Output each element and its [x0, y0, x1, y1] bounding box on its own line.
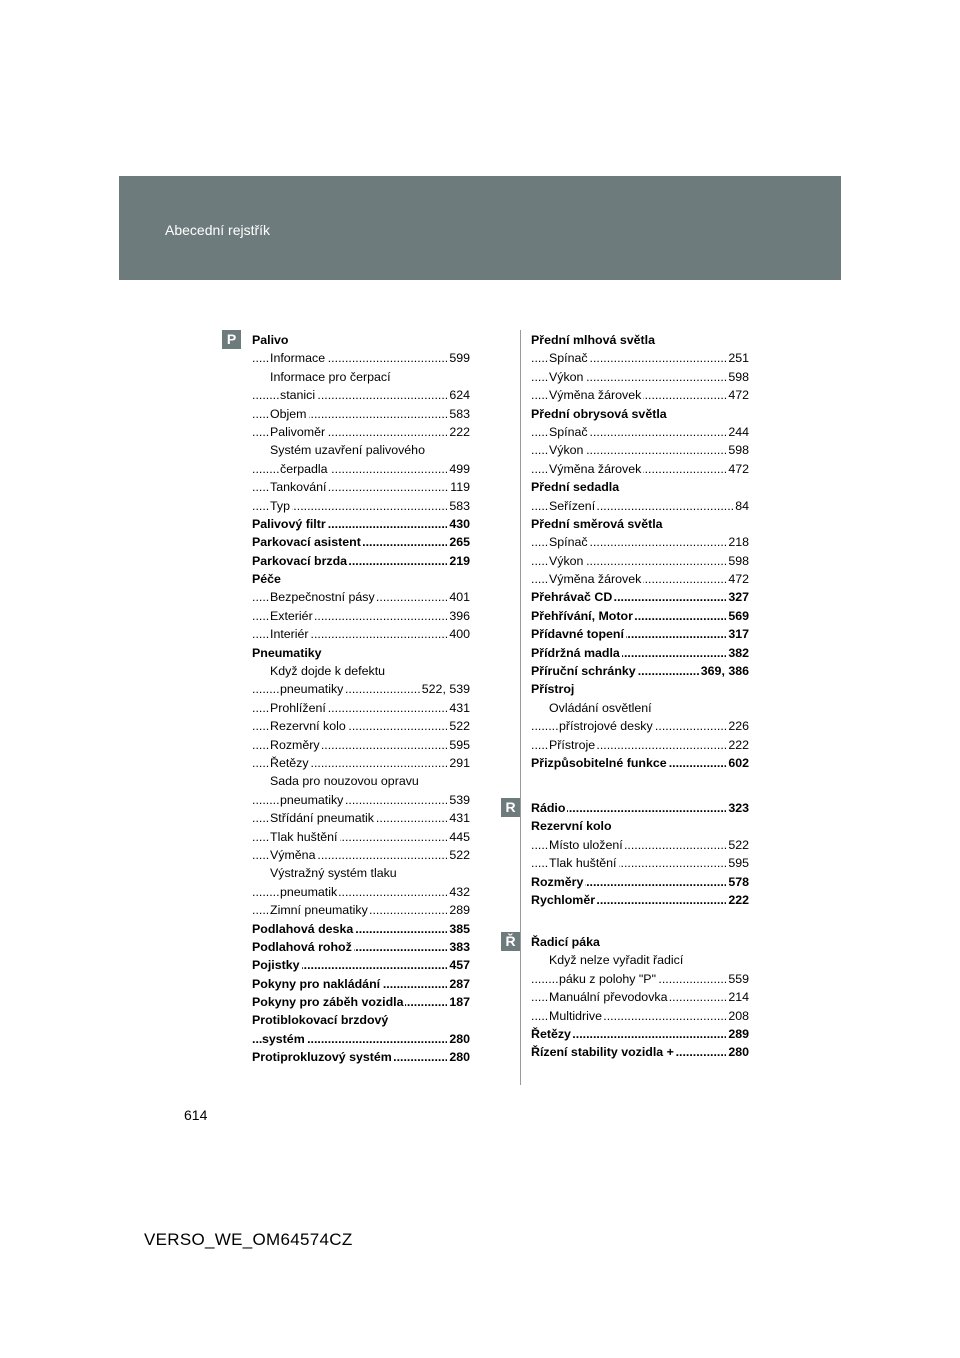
entry-term: Spínač — [549, 423, 590, 441]
entry-term: Tlak huštění — [549, 854, 619, 872]
entry-page: 522 — [726, 836, 749, 854]
entry-term: Spínač — [549, 349, 590, 367]
entry-term: Zimní pneumatiky — [270, 901, 370, 919]
entry-term: Parkovací brzda — [252, 552, 349, 570]
index-entry — [252, 625, 470, 643]
entry-term: Tlak huštění — [270, 828, 340, 846]
entry-term: Rezervní kolo — [531, 817, 614, 835]
entry-term: Interiér — [270, 625, 311, 643]
entry-term: Typ — [270, 497, 292, 515]
index-entry — [531, 588, 749, 606]
index-entry — [252, 717, 470, 735]
index-entry — [252, 460, 470, 478]
entry-term: Palivo — [252, 331, 291, 349]
entry-term: pneumatiky — [280, 791, 345, 809]
entry-page: 369, 386 — [699, 662, 749, 680]
index-entry — [252, 772, 470, 790]
entry-page: 396 — [447, 607, 470, 625]
entry-term: Protiblokovací brzdový — [252, 1011, 390, 1029]
entry-term: Bezpečnostní pásy — [270, 588, 377, 606]
entry-term: Střídání pneumatik — [270, 809, 376, 827]
header-band — [119, 176, 841, 280]
entry-page: 457 — [447, 956, 470, 974]
index-entry — [531, 854, 749, 872]
entry-term: přístrojové desky — [559, 717, 655, 735]
entry-page: 599 — [447, 349, 470, 367]
index-entry — [252, 828, 470, 846]
index-entry — [252, 901, 470, 919]
entry-term: Když dojde k defektu — [270, 662, 387, 680]
entry-term: Řetězy — [270, 754, 311, 772]
entry-term: Pokyny pro záběh vozidla — [252, 993, 405, 1011]
entry-term: Informace — [270, 349, 327, 367]
index-entry — [252, 386, 470, 404]
index-entry — [252, 920, 470, 938]
index-entry — [252, 993, 470, 1011]
entry-term: Informace pro čerpací — [270, 368, 393, 386]
entry-term: Řetězy — [531, 1025, 573, 1043]
index-entry — [531, 891, 749, 909]
index-entry — [252, 1030, 470, 1048]
index-entry — [252, 956, 470, 974]
column-divider — [520, 330, 521, 1085]
entry-page: 472 — [726, 386, 749, 404]
index-entry — [252, 497, 470, 515]
index-entry — [252, 883, 470, 901]
entry-page: 208 — [726, 1007, 749, 1025]
index-entry — [252, 1048, 470, 1066]
entry-term: Pojistky — [252, 956, 302, 974]
index-entry — [531, 570, 749, 588]
entry-term: Přední sedadla — [531, 478, 621, 496]
index-entry — [531, 460, 749, 478]
letter-tab-rr: Ř — [501, 932, 520, 951]
entry-term: Přední mlhová světla — [531, 331, 657, 349]
index-entry — [531, 988, 749, 1006]
entry-page: 578 — [726, 873, 749, 891]
index-entry — [531, 515, 749, 533]
entry-term: Příruční schránky — [531, 662, 638, 680]
entry-page: 280 — [447, 1048, 470, 1066]
entry-term: Přizpůsobitelné funkce — [531, 754, 669, 772]
entry-page: 251 — [726, 349, 749, 367]
entry-term: Péče — [252, 570, 283, 588]
index-entry — [531, 331, 749, 349]
entry-term: Pokyny pro nakládání — [252, 975, 382, 993]
entry-term: Výměna žárovek — [549, 386, 643, 404]
index-entry — [531, 368, 749, 386]
entry-term: Přehřívání, Motor — [531, 607, 635, 625]
index-entry — [252, 405, 470, 423]
entry-page: 499 — [447, 460, 470, 478]
index-entry — [252, 644, 470, 662]
entry-page: 445 — [447, 828, 470, 846]
entry-term: Rozměry — [270, 736, 322, 754]
entry-page: 327 — [726, 588, 749, 606]
index-entry — [252, 846, 470, 864]
entry-term: Výkon — [549, 552, 585, 570]
entry-term: Ovládání osvětlení — [549, 699, 654, 717]
entry-page: 187 — [447, 993, 470, 1011]
entry-page: 595 — [447, 736, 470, 754]
index-entry — [252, 791, 470, 809]
entry-term: Palivoměr — [270, 423, 327, 441]
entry-term: Multidrive — [549, 1007, 604, 1025]
index-entry — [531, 607, 749, 625]
index-column-left — [252, 331, 470, 1067]
entry-term: Podlahová rohož — [252, 938, 354, 956]
index-entry — [531, 349, 749, 367]
entry-term: pneumatik — [280, 883, 339, 901]
entry-term: Přídavné topení — [531, 625, 626, 643]
entry-term: Parkovací asistent — [252, 533, 363, 551]
entry-page: 289 — [726, 1025, 749, 1043]
index-entry — [252, 938, 470, 956]
header-title: Abecední rejstřík — [165, 222, 271, 238]
index-column-right-p — [531, 331, 749, 772]
entry-term: Tankování — [270, 478, 328, 496]
index-entry — [531, 405, 749, 423]
index-entry — [531, 478, 749, 496]
entry-page: 291 — [447, 754, 470, 772]
entry-term: páku z polohy "P" — [559, 970, 658, 988]
index-entry — [252, 662, 470, 680]
entry-page: 431 — [447, 809, 470, 827]
entry-term: Systém uzavření palivového — [270, 441, 427, 459]
entry-page: 430 — [447, 515, 470, 533]
entry-term: Výkon — [549, 368, 585, 386]
entry-page: 84 — [733, 497, 749, 515]
entry-term: Sada pro nouzovou opravu — [270, 772, 421, 790]
entry-page: 226 — [726, 717, 749, 735]
index-entry — [252, 809, 470, 827]
index-entry — [531, 1007, 749, 1025]
index-entry — [531, 933, 749, 951]
index-entry — [531, 644, 749, 662]
index-entry — [252, 736, 470, 754]
entry-term: Prohlížení — [270, 699, 328, 717]
entry-page: 522, 539 — [420, 680, 470, 698]
document-code: VERSO_WE_OM64574CZ — [144, 1230, 353, 1249]
entry-page: 219 — [447, 552, 470, 570]
entry-page: 222 — [726, 891, 749, 909]
entry-term: Protiprokluzový systém — [252, 1048, 394, 1066]
entry-page: 382 — [726, 644, 749, 662]
index-entry — [252, 515, 470, 533]
entry-term: pneumatiky — [280, 680, 345, 698]
entry-term: Výkon — [549, 441, 585, 459]
index-entry — [531, 552, 749, 570]
entry-page: 539 — [447, 791, 470, 809]
index-entry — [252, 533, 470, 551]
index-entry — [252, 368, 470, 386]
entry-term: Výměna — [270, 846, 317, 864]
index-entry — [531, 799, 749, 817]
index-entry — [531, 497, 749, 515]
entry-page: 569 — [726, 607, 749, 625]
index-entry — [252, 754, 470, 772]
entry-term: Seřízení — [549, 497, 597, 515]
entry-page: 472 — [726, 460, 749, 478]
index-entry — [252, 680, 470, 698]
index-entry — [252, 1011, 470, 1029]
index-entry — [531, 533, 749, 551]
entry-term: Přehrávač CD — [531, 588, 614, 606]
entry-term: Rozměry — [531, 873, 585, 891]
index-entry — [252, 864, 470, 882]
entry-page: 222 — [447, 423, 470, 441]
index-entry — [531, 625, 749, 643]
entry-term: Přístroje — [549, 736, 597, 754]
index-entry — [252, 570, 470, 588]
entry-page: 317 — [726, 625, 749, 643]
index-entry — [252, 975, 470, 993]
index-entry — [531, 873, 749, 891]
entry-page: 595 — [726, 854, 749, 872]
entry-page: 583 — [447, 497, 470, 515]
entry-term: Palivový filtr — [252, 515, 328, 533]
letter-tab-r: R — [501, 798, 520, 817]
entry-page: 323 — [726, 799, 749, 817]
entry-term: stanici — [280, 386, 317, 404]
entry-term: Řadicí páka — [531, 933, 602, 951]
entry-page: 583 — [447, 405, 470, 423]
entry-term: Rychloměr — [531, 891, 597, 909]
entry-page: 624 — [447, 386, 470, 404]
entry-page: 598 — [726, 552, 749, 570]
entry-page: 401 — [447, 588, 470, 606]
entry-term: Řízení stability vozidla + — [531, 1043, 676, 1061]
entry-page: 472 — [726, 570, 749, 588]
entry-term: systém — [262, 1030, 307, 1048]
entry-term: Rádio — [531, 799, 567, 817]
index-entry — [252, 441, 470, 459]
entry-page: 602 — [726, 754, 749, 772]
entry-page: 280 — [726, 1043, 749, 1061]
entry-term: Spínač — [549, 533, 590, 551]
entry-page: 265 — [447, 533, 470, 551]
index-entry — [531, 680, 749, 698]
entry-page: 218 — [726, 533, 749, 551]
entry-term: Přístroj — [531, 680, 576, 698]
entry-page: 432 — [447, 883, 470, 901]
entry-term: Přední obrysová světla — [531, 405, 669, 423]
entry-page: 400 — [447, 625, 470, 643]
index-entry — [252, 588, 470, 606]
entry-page: 287 — [447, 975, 470, 993]
index-entry — [531, 951, 749, 969]
entry-term: Objem — [270, 405, 309, 423]
index-entry — [531, 699, 749, 717]
entry-term: Přídržná madla — [531, 644, 622, 662]
index-entry — [531, 970, 749, 988]
index-entry — [531, 717, 749, 735]
index-entry — [252, 423, 470, 441]
index-entry — [531, 817, 749, 835]
index-column-right-r — [531, 799, 749, 909]
entry-term: Exteriér — [270, 607, 315, 625]
entry-term: Pneumatiky — [252, 644, 324, 662]
index-entry — [252, 607, 470, 625]
index-entry — [252, 349, 470, 367]
entry-term: Manuální převodovka — [549, 988, 669, 1006]
index-entry — [531, 736, 749, 754]
entry-page: 522 — [447, 717, 470, 735]
letter-tab-p: P — [222, 330, 241, 349]
entry-page: 244 — [726, 423, 749, 441]
index-entry — [531, 1043, 749, 1061]
entry-term: Když nelze vyřadit řadicí — [549, 951, 685, 969]
index-entry — [531, 836, 749, 854]
entry-page: 383 — [447, 938, 470, 956]
index-entry — [531, 1025, 749, 1043]
entry-term: Rezervní kolo — [270, 717, 348, 735]
entry-page: 598 — [726, 368, 749, 386]
entry-term: Podlahová deska — [252, 920, 355, 938]
index-entry — [531, 754, 749, 772]
index-entry — [252, 552, 470, 570]
index-entry — [531, 441, 749, 459]
entry-page: 431 — [447, 699, 470, 717]
entry-term: Výstražný systém tlaku — [270, 864, 399, 882]
index-entry — [531, 386, 749, 404]
entry-term: Místo uložení — [549, 836, 625, 854]
entry-term: Výměna žárovek — [549, 570, 643, 588]
entry-page: 119 — [448, 478, 470, 496]
index-entry — [252, 699, 470, 717]
entry-page: 385 — [447, 920, 470, 938]
index-entry — [531, 423, 749, 441]
index-entry — [531, 662, 749, 680]
entry-page: 214 — [726, 988, 749, 1006]
index-column-right-rr — [531, 933, 749, 1062]
index-entry — [252, 478, 470, 496]
entry-page: 289 — [447, 901, 470, 919]
entry-page: 559 — [726, 970, 749, 988]
entry-term: Výměna žárovek — [549, 460, 643, 478]
index-entry — [252, 331, 470, 349]
entry-page: 598 — [726, 441, 749, 459]
entry-term: čerpadla — [280, 460, 330, 478]
entry-term: Přední směrová světla — [531, 515, 665, 533]
entry-page: 522 — [447, 846, 470, 864]
entry-page: 280 — [447, 1030, 470, 1048]
page-number: 614 — [184, 1107, 208, 1123]
entry-page: 222 — [726, 736, 749, 754]
